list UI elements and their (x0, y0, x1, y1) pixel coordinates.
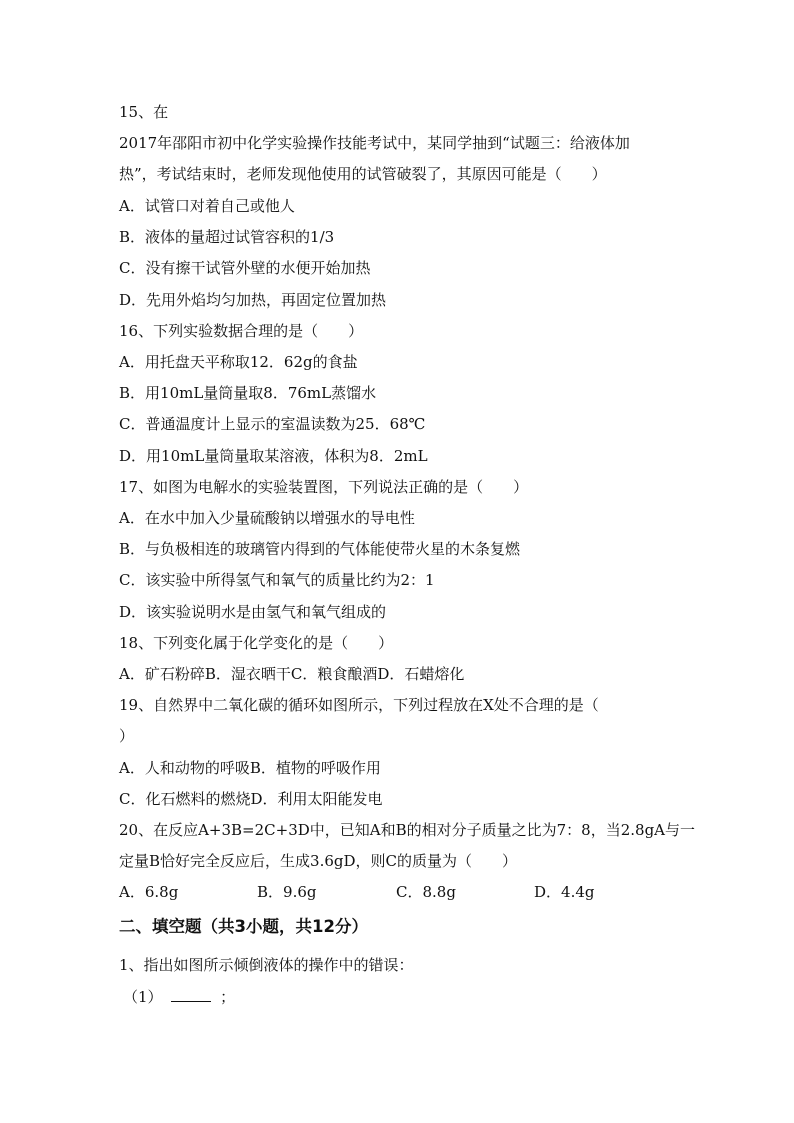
q16-option-d: D．用10mL量筒量取某溶液，体积为8．2mL (119, 447, 428, 465)
q15-option-b: B．液体的量超过试管容积的1/3 (119, 228, 335, 246)
q20-option-c: C．8.8g (396, 883, 456, 901)
fill-q1-stem: 1、指出如图所示倾倒液体的操作中的错误： (119, 956, 414, 974)
q17-option-d: D．该实验说明水是由氢气和氧气组成的 (119, 603, 387, 621)
q17-option-c: C．该实验中所得氢气和氧气的质量比约为2：1 (119, 571, 435, 589)
q16-option-b: B．用10mL量筒量取8．76mL蒸馏水 (119, 384, 377, 402)
q20-stem-line1: 20、在反应A+3B=2C+3D中，已知A和B的相对分子质量之比为7：8，当2.8gA与一 (119, 821, 696, 839)
q20-option-b: B．9.6g (257, 883, 317, 901)
fill-q1-sub1-prefix: （1） (123, 988, 163, 1006)
q16-stem: 16、下列实验数据合理的是（ ） (119, 322, 364, 340)
fill-q1-sub1-suffix: ； (220, 988, 236, 1006)
q19-stem-line1: 19、自然界中二氧化碳的循环如图所示，下列过程放在X处不合理的是（ (119, 696, 599, 714)
q18-stem: 18、下列变化属于化学变化的是（ ） (119, 634, 394, 652)
q17-option-a: A．在水中加入少量硫酸钠以增强水的导电性 (119, 509, 415, 527)
q17-option-b: B．与负极相连的玻璃管内得到的气体能使带火星的木条复燃 (119, 540, 521, 558)
q18-options: A．矿石粉碎B．湿衣晒干C．粮食酿酒D．石蜡熔化 (119, 665, 465, 683)
q20-stem-line2: 定量B恰好完全反应后，生成3.6gD，则C的质量为（ ） (119, 852, 517, 870)
fill-q1-sub1 (123, 987, 235, 1007)
q15-option-d: D．先用外焰均匀加热，再固定位置加热 (119, 291, 387, 309)
q19-stem-line2: ） (119, 727, 135, 745)
q20-option-a: A．6.8g (119, 883, 179, 901)
q19-options-cd: C．化石燃料的燃烧D．利用太阳能发电 (119, 790, 383, 808)
q15-stem-line2: 热”，考试结束时，老师发现他使用的试管破裂了，其原因可能是（ ） (119, 165, 607, 183)
q20-option-d: D．4.4g (534, 883, 595, 901)
q16-option-c: C．普通温度计上显示的室温读数为25．68℃ (119, 415, 426, 433)
q17-stem: 17、如图为电解水的实验装置图，下列说法正确的是（ ） (119, 478, 529, 496)
q16-option-a: A．用托盘天平称取12．62g的食盐 (119, 353, 358, 371)
q15-option-a: A．试管口对着自己或他人 (119, 197, 295, 215)
q19-options-ab: A．人和动物的呼吸B．植物的呼吸作用 (119, 759, 381, 777)
answer-blank[interactable] (171, 987, 211, 1002)
q15-option-c: C．没有擦干试管外壁的水便开始加热 (119, 259, 371, 277)
q15-number: 15、在 (119, 103, 169, 121)
section-heading: 二、填空题（共3小题，共12分） (119, 917, 368, 936)
q15-stem-line1: 2017年邵阳市初中化学实验操作技能考试中，某同学抽到“试题三：给液体加 (119, 134, 630, 152)
